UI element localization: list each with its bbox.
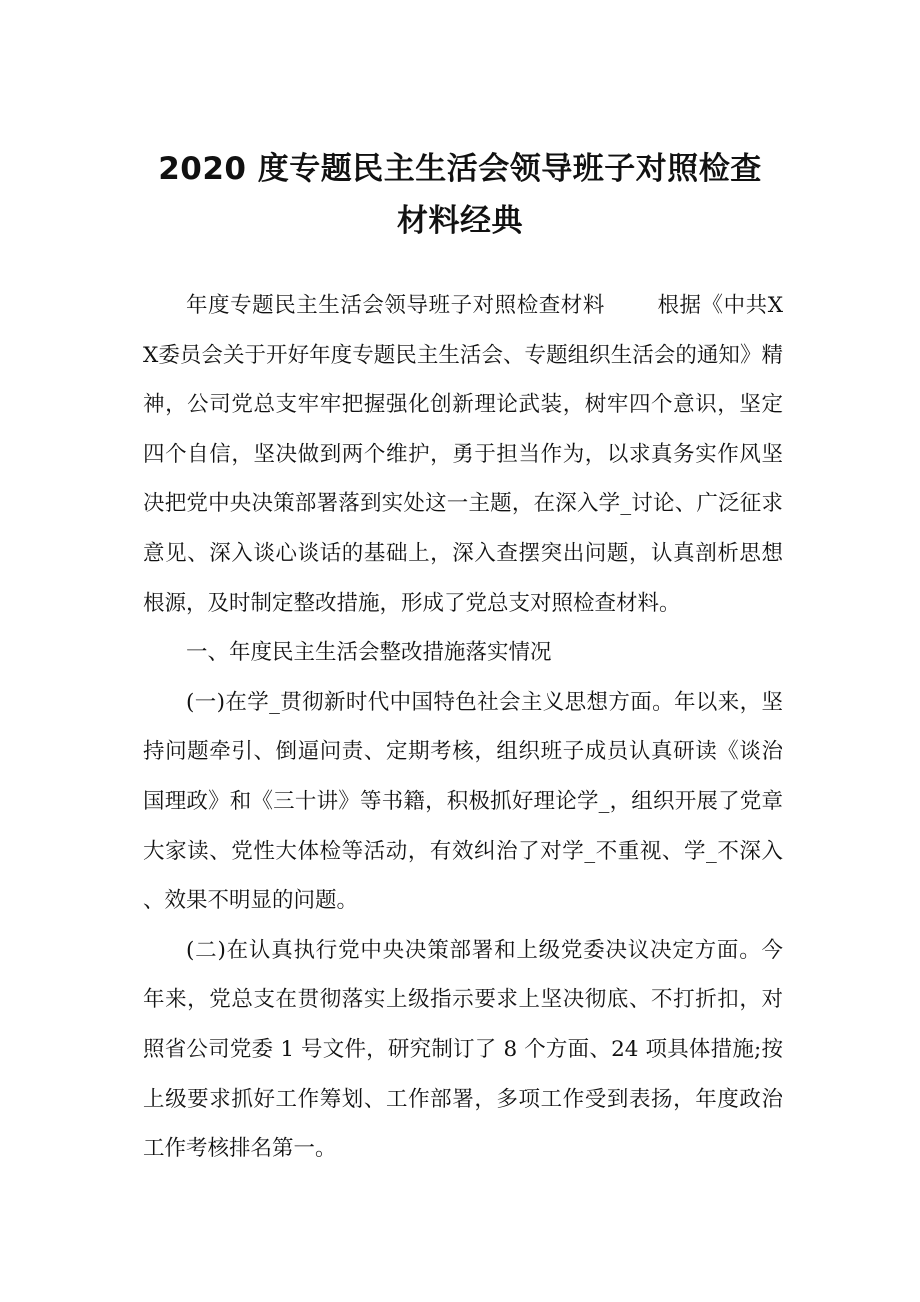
paragraph-subsection-2: (二)在认真执行党中央决策部署和上级党委决议决定方面。今年来，党总支在贯彻落实上级指示要求上坚决彻底、不打折扣，对照省公司党委 1 号文件，研究制订了 8 个方面、24 项具体措施;按上级要求抓好工作筹划、工作部署，多项工作受到表扬，年度政治工作考核排名第一。: [143, 937, 783, 1162]
intro-lead-text: 年度专题民主生活会领导班子对照检查材料: [186, 293, 605, 318]
intro-body-text: 根据《中共XX委员会关于开好年度专题民主生活会、专题组织生活会的通知》精神，公司党总支牢牢把握强化创新理论武装，树牢四个意识，坚定四个自信，坚决做到两个维护，勇于担当作为，以求真务实作风坚决把党中央决策部署落到实处这一主题，在深入学_讨论、广泛征求意见、深入谈心谈话的基础上，深入查摆突出问题，认真剖析思想根源，及时制定整改措施，形成了党总支对照检查材料。: [143, 293, 783, 616]
paragraph-intro: [143, 281, 783, 628]
document-body: [143, 281, 783, 1174]
document-title-line-1: 2020 度专题民主生活会领导班子对照检查: [158, 151, 762, 187]
paragraph-subsection-1: (一)在学_贯彻新时代中国特色社会主义思想方面。年以来，坚持问题牵引、倒逼问责、定期考核，组织班子成员认真研读《谈治国理政》和《三十讲》等书籍，积极抓好理论学_，组织开展了党章大家读、党性大体检等活动，有效纠治了对学_不重视、学_不深入、效果不明显的问题。: [143, 689, 783, 914]
document-title-line-2: 材料经典: [397, 203, 523, 239]
section-heading-1: 一、年度民主生活会整改措施落实情况: [186, 640, 552, 666]
